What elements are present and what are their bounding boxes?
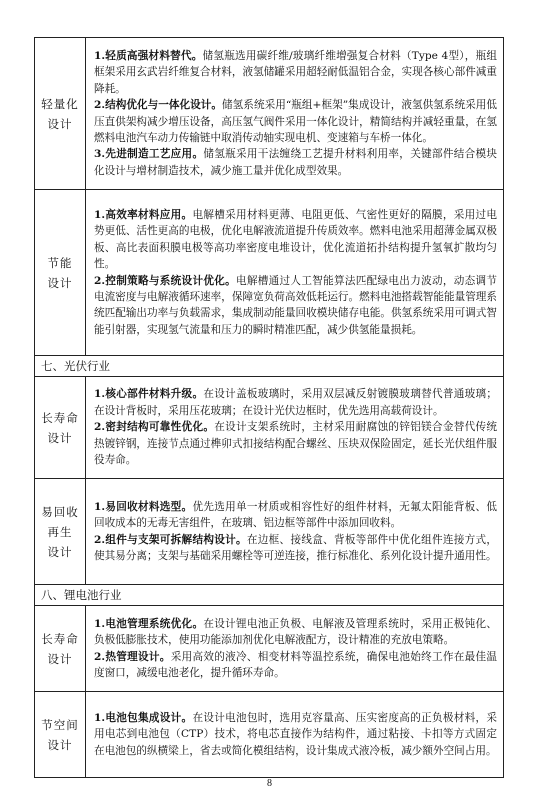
category-label-line: 设计 [47,275,73,290]
category-label-line: 设计 [47,737,73,752]
design-item-title: 1.核心部件材料升级。 [94,388,204,401]
design-item [94,48,497,97]
design-item-text: 在设计盖板玻璃时，采用双层减反射镀膜玻璃替代普通玻璃；在设计背板时，采用压花玻璃；在设计光伏边框时，优先选用高载荷设计。 [94,388,498,417]
design-item [94,273,497,339]
category-cell [35,692,86,778]
category-label-line: 设计 [47,116,73,131]
category-label-line: 易回收 [41,504,79,519]
design-item-title: 3.先进制造工艺应用。 [94,148,204,161]
design-item [94,146,497,179]
section-header-row [35,585,504,606]
design-item-title: 2.热管理设计。 [94,650,171,663]
description-cell [86,190,504,356]
category-label-line: 设计 [47,544,73,559]
category-label-line: 长寿命 [41,631,79,646]
table-row [35,606,504,692]
design-item-title: 1.易回收材料选型。 [94,500,193,513]
table-row [35,479,504,585]
design-item-text: 优先选用单一材质或相容性好的组件材料，无氟太阳能背板、低回收成本的无毒无害组件，在玻璃、铝边框等部件中添加回收料。 [94,500,497,530]
design-item-title: 2.控制策略与系统设计优化。 [94,274,236,287]
design-item-text: 在边框、接线盒、背板等部件中优化组件连接方式，使其易分离；支架与基础采用螺栓等可逆连接，推行标准化、系列化设计提升通用性。 [94,533,497,562]
category-label-line: 再生 [47,524,73,539]
design-item [94,419,497,468]
design-item-text: 在设计锂电池正负极、电解液及管理系统时，采用正极钝化、负极低膨胀技术，使用功能添加剂优化电解液配方，设计精准的充放电策略。 [94,617,498,647]
design-item-text: 在设计电池包时，选用克容量高、压实密度高的正负极材料，采用电芯到电池包（CTP）技术，将电芯直接作为结构件，通过粘接、卡扣等方式固定在电池包的纵横梁上，省去或简化模组结构，设计集成式液冷板，减少额外空间占用。 [94,711,497,757]
design-item-text: 电解槽通过人工智能算法匹配绿电出力波动，动态调节电流密度与电解液循环速率，保障宽负荷高效低耗运行。燃料电池搭载智能能量管理系统匹配输出功率与负载需求，集成制动能量回收模块储存电能。供氢系统采用可调式智能引射器，实现氢气流量和压力的瞬时精准匹配，减少供氢能量损耗。 [94,274,497,336]
design-item [94,616,497,649]
design-spec-table [34,37,504,778]
design-item [94,532,497,565]
section-header-row [35,356,504,377]
design-item-title: 2.组件与支架可拆解结构设计。 [94,533,247,546]
table-row [35,377,504,479]
design-item [94,207,497,273]
design-item-title: 2.结构优化与一体化设计。 [94,99,223,112]
table-body [35,38,504,778]
category-label-line: 节空间 [41,717,79,732]
page-number: 8 [267,778,272,789]
design-item-text: 储氢瓶采用干法缠绕工艺提升材料利用率，关键部件结合模块化设计与增材制造技术，减少施工量并优化成型效果。 [94,148,498,177]
description-cell [86,377,504,479]
category-cell [35,479,86,585]
design-item [94,499,497,532]
description-cell [86,38,504,190]
design-item [94,649,497,682]
design-item-title: 1.高效率材料应用。 [94,208,193,221]
category-label-line: 长寿命 [41,410,79,425]
design-item-text: 电解槽采用材料更薄、电阻更低、气密性更好的隔膜，采用过电势更低、活性更高的电极，优化电解液流道提升传质效率。燃料电池采用超薄金属双极板、高比表面积膜电极等高功率密度电堆设计，优化流道拓扑结构提升氢氧扩散均匀性。 [94,208,497,271]
category-label-line: 轻量化 [41,96,79,111]
category-cell [35,377,86,479]
category-cell [35,190,86,356]
section-title: 七、光伏行业 [35,356,504,377]
category-label-line: 设计 [47,430,73,445]
design-item [94,386,497,419]
description-cell [86,479,504,585]
design-item-text: 在设计支架系统时，主材采用耐腐蚀的锌铝镁合金替代传统热镀锌钢，连接节点通过榫卯式扣接结构配合螺丝、压块双保险固定，延长光伏组件服役寿命。 [94,421,498,467]
table-row [35,692,504,778]
category-label-line: 设计 [47,651,73,666]
description-cell [86,692,504,778]
design-item-title: 1.电池包集成设计。 [94,711,193,724]
table-row [35,190,504,356]
design-item-text: 储氢瓶选用碳纤维/玻璃纤维增强复合材料（Type 4型），瓶组框架采用玄武岩纤维复合材料，液氢储罐采用超轻耐低温铝合金，实现各核心部件减重降耗。 [94,49,497,95]
description-cell [86,606,504,692]
design-item [94,97,497,146]
section-title: 八、锂电池行业 [35,585,504,606]
design-item [94,710,497,759]
category-label-line: 节能 [47,255,73,270]
design-item-text: 采用高效的液冷、相变材料等温控系统，确保电池始终工作在最佳温度窗口，减缓电池老化，提升循环寿命。 [94,650,498,679]
design-item-text: 储氢系统采用“瓶组+框架”集成设计，液氢供氢系统采用低压直供架构减少增压设备，高压氢气阀件采用一体化设计，精简结构并减轻重量，在氢燃料电池汽车动力传输链中取消传动轴实现电机、变速箱与车桥一体化。 [94,99,497,144]
design-item-title: 1.轻质高强材料替代。 [94,49,203,62]
table-row [35,38,504,190]
design-item-title: 2.密封结构可靠性优化。 [94,421,215,434]
category-cell [35,606,86,692]
design-item-title: 1.电池管理系统优化。 [94,617,204,630]
category-cell [35,38,86,190]
